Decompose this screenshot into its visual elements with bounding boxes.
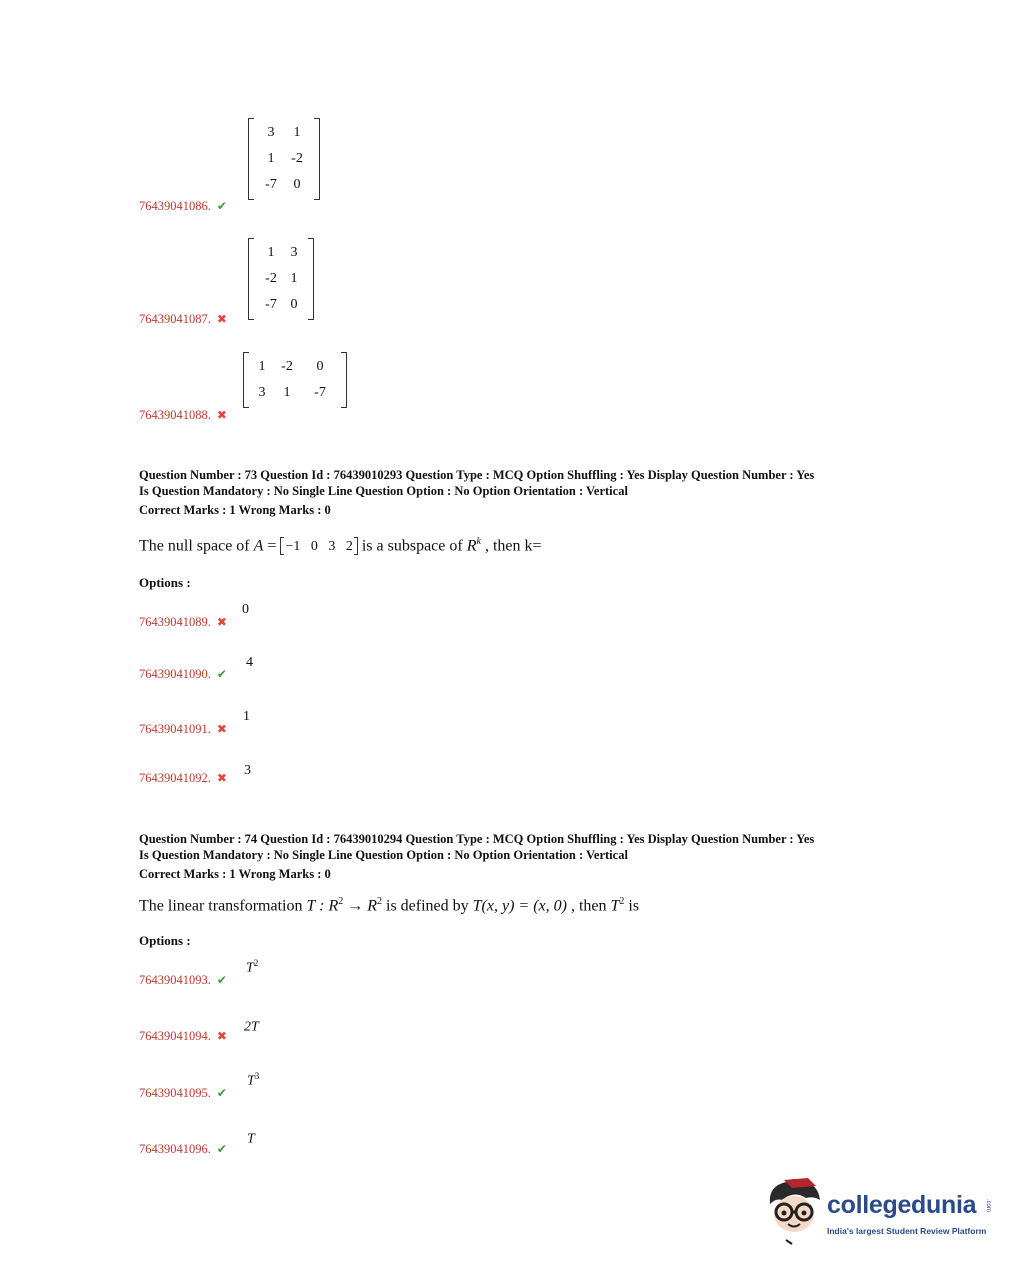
matrix-cell: 1 [290, 271, 298, 286]
matrix-cell: -7 [265, 177, 277, 192]
matrix-cell: -7 [265, 297, 277, 312]
question-marks-line: Correct Marks : 1 Wrong Marks : 0 [139, 867, 331, 881]
text-segment: is defined by [382, 897, 473, 915]
option-row-1086 [139, 199, 227, 214]
check-icon: ✔ [216, 199, 227, 213]
matrix-cell: 0 [316, 359, 324, 374]
option-value [247, 1071, 259, 1090]
option-id: 76439041086. [139, 199, 211, 213]
options-label: Options : [139, 575, 191, 590]
option-id: 76439041096. [139, 1142, 211, 1156]
question-73-text [139, 536, 542, 555]
check-icon: ✔ [216, 1142, 227, 1156]
matrix-cell: 3 [267, 125, 275, 140]
row-vector [280, 537, 357, 555]
option-row-1087 [139, 312, 227, 327]
question-meta-line: Is Question Mandatory : No Single Line Question Option : No Option Orientation : Vertical [139, 848, 628, 862]
matrix-right-bracket [308, 238, 314, 320]
text-segment: T(x, y) = (x, 0) [472, 897, 567, 915]
text-segment: → R [343, 897, 377, 915]
matrix-cell: 1 [293, 125, 301, 140]
check-icon: ✔ [216, 667, 227, 681]
matrix-cell: -7 [314, 385, 326, 400]
brand-tagline: India's largest Student Review Platform [827, 1226, 987, 1236]
option-id: 76439041093. [139, 973, 211, 987]
option-value: 3 [244, 763, 251, 778]
option-matrix-1088 [243, 352, 347, 408]
text-segment: The null space of [139, 537, 254, 555]
text-segment: 2 [253, 958, 259, 968]
option-id: 76439041091. [139, 722, 211, 736]
option-row-1091 [139, 722, 227, 737]
option-value [246, 958, 258, 977]
question-74-header [139, 831, 814, 882]
matrix-cell: 1 [283, 385, 291, 400]
option-matrix-1087 [248, 238, 314, 320]
matrix-right-bracket [314, 118, 320, 200]
option-row-1095 [139, 1086, 227, 1101]
text-segment: T [246, 960, 254, 976]
text-segment: T [247, 1131, 255, 1147]
matrix-cell: 3 [290, 245, 298, 260]
option-row-1092 [139, 771, 227, 786]
question-74-text [139, 896, 639, 915]
option-row-1088 [139, 408, 227, 423]
collegedunia-mascot-icon [764, 1176, 828, 1248]
text-segment: 2T [244, 1019, 259, 1035]
option-value [247, 1129, 255, 1148]
option-row-1094 [139, 1029, 227, 1044]
option-row-1096 [139, 1142, 227, 1157]
text-segment: 2 [338, 896, 344, 907]
option-row-1089 [139, 615, 227, 630]
matrix-cell: 1 [267, 245, 275, 260]
option-id: 76439041090. [139, 667, 211, 681]
check-icon: ✔ [216, 973, 227, 987]
option-value: 4 [246, 655, 253, 670]
text-segment: 2 [377, 896, 382, 907]
matrix-cell: -2 [265, 271, 277, 286]
text-segment: 2 [619, 896, 625, 907]
matrix-right-bracket [341, 352, 347, 408]
option-row-1093 [139, 973, 227, 988]
cross-icon: ✖ [216, 722, 227, 736]
option-id: 76439041092. [139, 771, 211, 785]
text-segment: , then k= [480, 537, 542, 555]
question-meta-line: Question Number : 74 Question Id : 76439010294 Question Type : MCQ Option Shuffling : Yes Display Question Number : Yes [139, 832, 815, 846]
matrix-cell: -2 [291, 151, 303, 166]
option-id: 76439041088. [139, 408, 211, 422]
matrix-cell: -2 [281, 359, 293, 374]
question-meta-line: Is Question Mandatory : No Single Line Question Option : No Option Orientation : Vertical [139, 484, 628, 498]
cross-icon: ✖ [216, 1029, 227, 1043]
text-segment: A [253, 537, 264, 555]
text-segment: is [624, 897, 640, 915]
question-marks-line: Correct Marks : 1 Wrong Marks : 0 [139, 503, 331, 517]
text-segment: T : R [306, 897, 339, 915]
cross-icon: ✖ [216, 771, 227, 785]
option-id: 76439041089. [139, 615, 211, 629]
brand-domain: .com [985, 1199, 991, 1213]
text-segment: is a subspace of [357, 537, 467, 555]
option-matrix-1086 [248, 118, 320, 200]
question-73-header [139, 467, 814, 518]
matrix-cell: 1 [267, 151, 275, 166]
option-value: 1 [243, 709, 250, 724]
cross-icon: ✖ [216, 408, 227, 422]
check-icon: ✔ [216, 1086, 227, 1100]
text-segment: T [610, 897, 620, 915]
row-vector-values: −1 0 3 2 [285, 539, 353, 555]
matrix-cell: 0 [290, 297, 298, 312]
brand-name: collegedunia [827, 1191, 977, 1219]
cross-icon: ✖ [216, 312, 227, 326]
text-segment: T [247, 1073, 255, 1089]
option-id: 76439041094. [139, 1029, 211, 1043]
text-segment: The linear transformation [139, 897, 307, 915]
text-segment: R [466, 537, 477, 555]
text-segment: , then [566, 897, 611, 915]
matrix-cell: 0 [293, 177, 301, 192]
cross-icon: ✖ [216, 615, 227, 629]
question-meta-line: Question Number : 73 Question Id : 76439010293 Question Type : MCQ Option Shuffling : Yes Display Question Number : Yes [139, 468, 815, 482]
text-segment: k [476, 536, 481, 547]
matrix-cell: 3 [258, 385, 266, 400]
matrix-cell: 1 [258, 359, 266, 374]
text-segment: = [263, 537, 281, 555]
option-id: 76439041095. [139, 1086, 211, 1100]
option-value [244, 1017, 259, 1036]
option-value: 0 [242, 602, 249, 617]
text-segment: 3 [254, 1071, 260, 1081]
option-id: 76439041087. [139, 312, 211, 326]
options-label: Options : [139, 933, 191, 948]
option-row-1090 [139, 667, 227, 682]
